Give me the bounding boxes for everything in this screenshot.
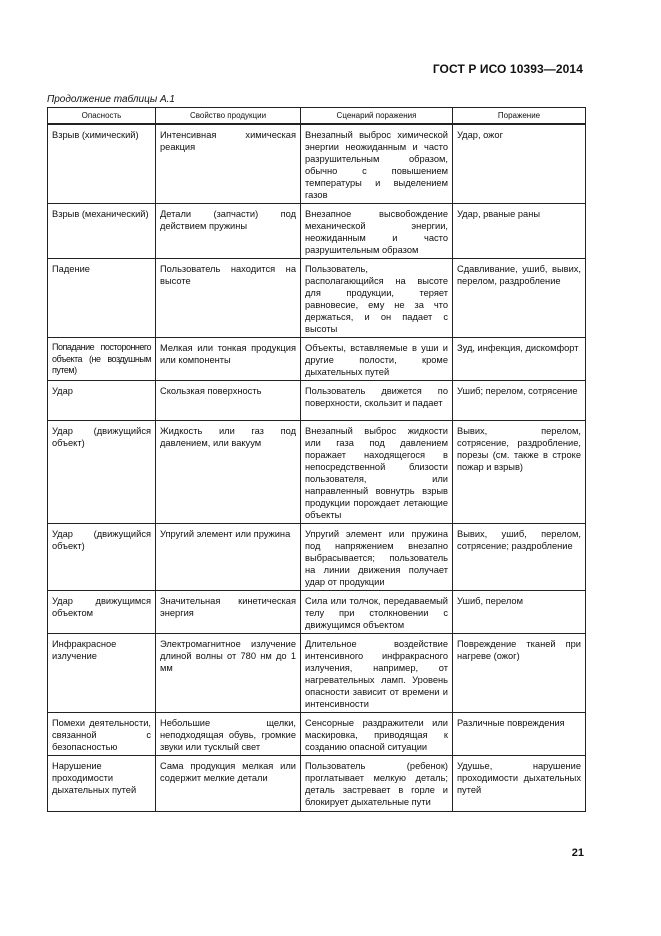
cell-injury: Различные повреждения (453, 713, 586, 756)
column-header-hazard: Опасность (48, 108, 156, 125)
cell-hazard: Инфракрасное излучение (48, 634, 156, 713)
cell-injury-scenario: Пользователь движется по поверхности, скользит и падает (301, 381, 453, 421)
table-row (48, 204, 586, 259)
cell-hazard: Удар (движущийся объект) (48, 524, 156, 591)
cell-product-property: Упругий элемент или пружина (156, 524, 301, 591)
cell-product-property: Электромагнитное излучение длиной волны от 780 нм до 1 мм (156, 634, 301, 713)
table-header-row (48, 108, 586, 125)
table-row (48, 524, 586, 591)
cell-product-property: Значительная кинетическая энергия (156, 591, 301, 634)
cell-injury-scenario: Внезапный выброс жидкости или газа под давлением поражает находящегося в непосредственной близости пользователя, или направленный вовнутрь взрыв продукции порождает летающие объекты (301, 421, 453, 524)
cell-product-property: Интенсивная химическая реакция (156, 124, 301, 204)
cell-hazard: Нарушение проходимости дыхательных путей (48, 756, 156, 812)
cell-hazard: Удар (48, 381, 156, 421)
cell-injury-scenario: Пользователь, располагающийся на высоте для продукции, теряет равновесие, ему не за что держаться, и он падает с высоты (301, 259, 453, 338)
cell-product-property: Жидкость или газ под давлением, или вакуум (156, 421, 301, 524)
cell-injury-scenario: Внезапное высвобождение механической энергии, неожиданным и часто разрушительным образом (301, 204, 453, 259)
hazard-table (47, 107, 586, 812)
cell-injury: Зуд, инфекция, дискомфорт (453, 338, 586, 381)
table-row (48, 259, 586, 338)
cell-hazard: Удар движущимся объектом (48, 591, 156, 634)
cell-hazard: Помехи деятельности, связанной с безопасностью (48, 713, 156, 756)
table-row (48, 756, 586, 812)
cell-injury-scenario: Объекты, вставляемые в уши и другие полости, кроме дыхательных путей (301, 338, 453, 381)
cell-hazard: Удар (движущийся объект) (48, 421, 156, 524)
cell-hazard: Попадание постороннего объекта (не воздушным путем) (48, 338, 156, 381)
column-header-product-property: Свойство продукции (156, 108, 301, 125)
table-caption: Продолжение таблицы А.1 (47, 94, 175, 105)
cell-injury-scenario: Внезапный выброс химической энергии неожиданным и часто разрушительным образом, обычно с повышением температуры и выделением газов (301, 124, 453, 204)
cell-injury: Ушиб, перелом (453, 591, 586, 634)
cell-injury-scenario: Сила или толчок, передаваемый телу при столкновении с движущимся объектом (301, 591, 453, 634)
column-header-injury-scenario: Сценарий поражения (301, 108, 453, 125)
cell-product-property: Детали (запчасти) под действием пружины (156, 204, 301, 259)
cell-injury: Сдавливание, ушиб, вывих, перелом, раздробление (453, 259, 586, 338)
table-row (48, 124, 586, 204)
cell-injury: Повреждение тканей при нагреве (ожог) (453, 634, 586, 713)
table-row (48, 634, 586, 713)
cell-hazard: Взрыв (механический) (48, 204, 156, 259)
cell-injury-scenario: Сенсорные раздражители или маскировка, приводящая к созданию опасной ситуации (301, 713, 453, 756)
cell-hazard: Взрыв (химический) (48, 124, 156, 204)
table-row (48, 591, 586, 634)
document-code: ГОСТ Р ИСО 10393—2014 (432, 62, 583, 76)
cell-product-property: Сама продукция мелкая или содержит мелкие детали (156, 756, 301, 812)
cell-injury-scenario: Длительное воздействие интенсивного инфракрасного излучения, например, от нагревательных ламп. Уровень опасности зависит от времени и интенсивности (301, 634, 453, 713)
table-row (48, 338, 586, 381)
cell-product-property: Скользкая поверхность (156, 381, 301, 421)
table-row (48, 381, 586, 421)
table-row (48, 713, 586, 756)
cell-injury: Удар, ожог (453, 124, 586, 204)
cell-injury: Удар, рваные раны (453, 204, 586, 259)
cell-injury-scenario: Упругий элемент или пружина под напряжением внезапно выбрасывается; пользователь на линии движения получает удар от продукции (301, 524, 453, 591)
cell-injury: Вывих, ушиб, перелом, сотрясение; раздробление (453, 524, 586, 591)
column-header-injury: Поражение (453, 108, 586, 125)
cell-product-property: Мелкая или тонкая продукция или компоненты (156, 338, 301, 381)
cell-product-property: Пользователь находится на высоте (156, 259, 301, 338)
table-row (48, 421, 586, 524)
page-number: 21 (571, 847, 584, 859)
cell-product-property: Небольшие щелки, неподходящая обувь, громкие звуки или тусклый свет (156, 713, 301, 756)
cell-injury: Удушье, нарушение проходимости дыхательных путей (453, 756, 586, 812)
cell-injury: Ушиб; перелом, сотрясение (453, 381, 586, 421)
cell-injury: Вывих, перелом, сотрясение, раздробление, порезы (см. также в строке пожар и взрыв) (453, 421, 586, 524)
cell-hazard: Падение (48, 259, 156, 338)
cell-injury-scenario: Пользователь (ребенок) проглатывает мелкую деталь; деталь застревает в горле и блокирует дыхательные пути (301, 756, 453, 812)
